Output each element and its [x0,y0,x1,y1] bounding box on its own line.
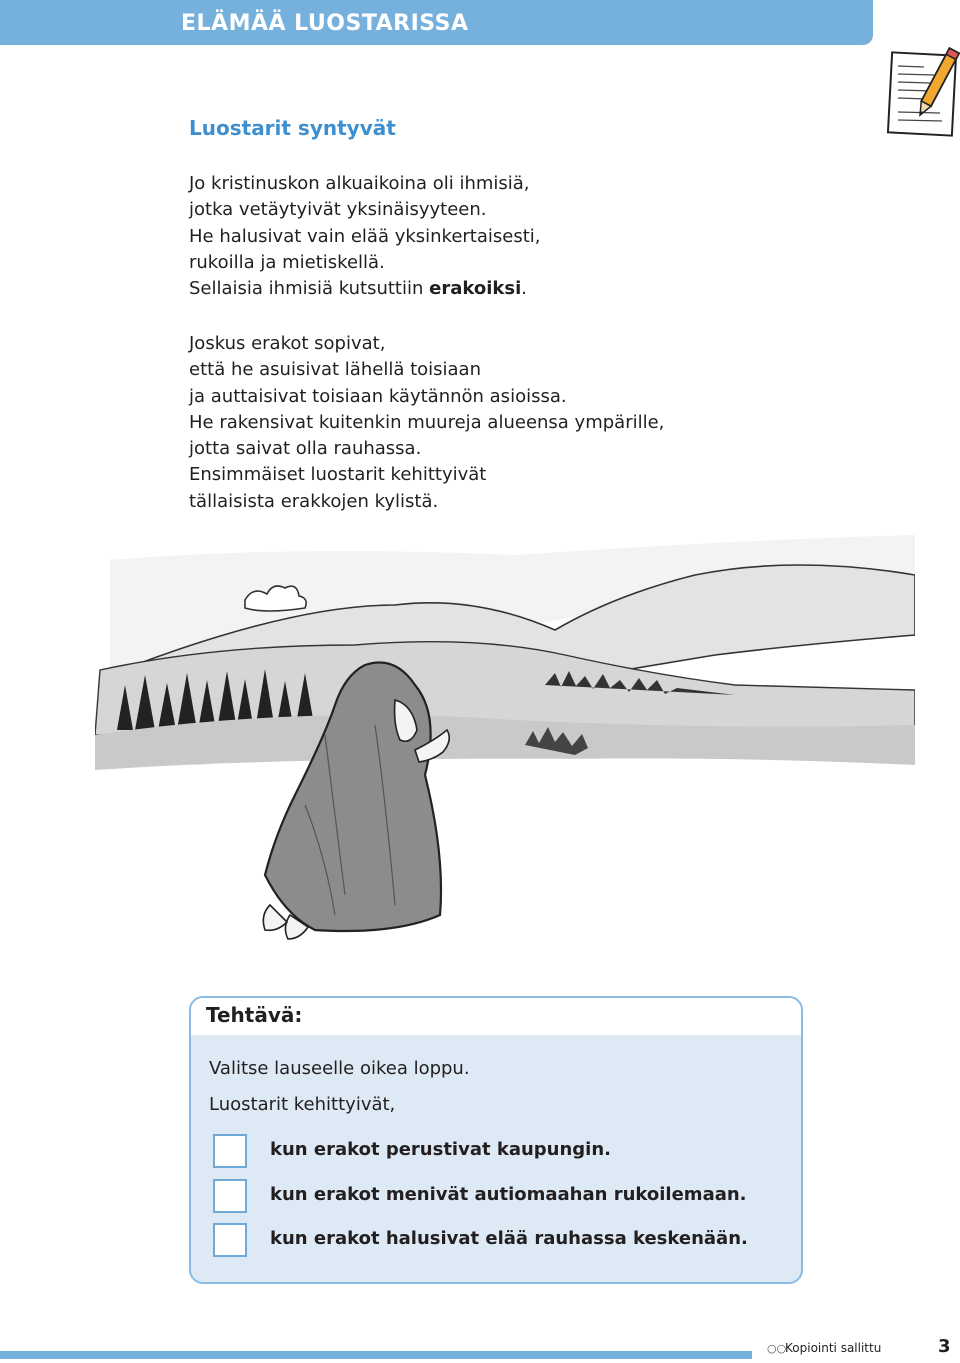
answer-label: kun erakot menivät autiomaahan rukoilemaan. [270,1184,747,1205]
answer-option[interactable] [213,1179,793,1217]
text-line-with-term [189,276,541,302]
notepad-pencil-icon [884,44,960,140]
sentence-end: . [521,278,527,300]
answer-checkbox[interactable] [213,1134,247,1168]
body-paragraph [189,331,664,515]
text-line: Joskus erakot sopivat, [189,333,386,354]
text-line: jotka vetäytyivät yksinäisyyteen. [189,199,487,221]
text-line: että he asuisivat lähellä toisiaan [189,359,481,381]
task-instruction: Valitse lauseelle oikea loppu. [209,1058,470,1079]
text-line: Jo kristinuskon alkuaikoina oli ihmisiä, [189,173,530,194]
answer-label: kun erakot halusivat elää rauhassa keskenään. [270,1228,748,1249]
footer-circles-icon: ○○ [767,1342,787,1355]
answer-option[interactable] [213,1134,793,1172]
text-line: ja auttaisivat toisiaan käytännön asioissa. [189,385,567,407]
task-prompt: Luostarit kehittyivät, [209,1094,396,1115]
key-term: erakoiksi [429,278,522,300]
text-line: He rakensivat kuitenkin muureja alueensa ympärille, [189,411,665,433]
copy-permission-text: Kopiointi sallittu [785,1341,882,1355]
footer-bar [0,1351,752,1359]
text-line: Ensimmäiset luostarit kehittyivät [189,464,487,486]
section-title: Luostarit syntyvät [189,116,396,140]
answer-label: kun erakot perustivat kaupungin. [270,1139,611,1160]
header-title: ELÄMÄÄ LUOSTARISSA [181,11,469,36]
answer-checkbox[interactable] [213,1223,247,1257]
intro-paragraph [189,171,541,302]
header-bar [0,0,873,45]
text-segment: Sellaisia ihmisiä kutsuttiin [189,278,424,300]
answer-option[interactable] [213,1223,793,1261]
page-number: 3 [938,1336,951,1357]
task-title: Tehtävä: [206,1003,303,1027]
text-line: tällaisista erakkojen kylistä. [189,490,439,512]
praying-hermit-illustration [95,535,915,965]
text-line: rukoilla ja mietiskellä. [189,251,385,273]
answer-checkbox[interactable] [213,1179,247,1213]
task-box [189,996,803,1284]
task-header [191,998,801,1035]
text-line: He halusivat vain elää yksinkertaisesti, [189,225,541,247]
text-line: jotta saivat olla rauhassa. [189,438,422,460]
